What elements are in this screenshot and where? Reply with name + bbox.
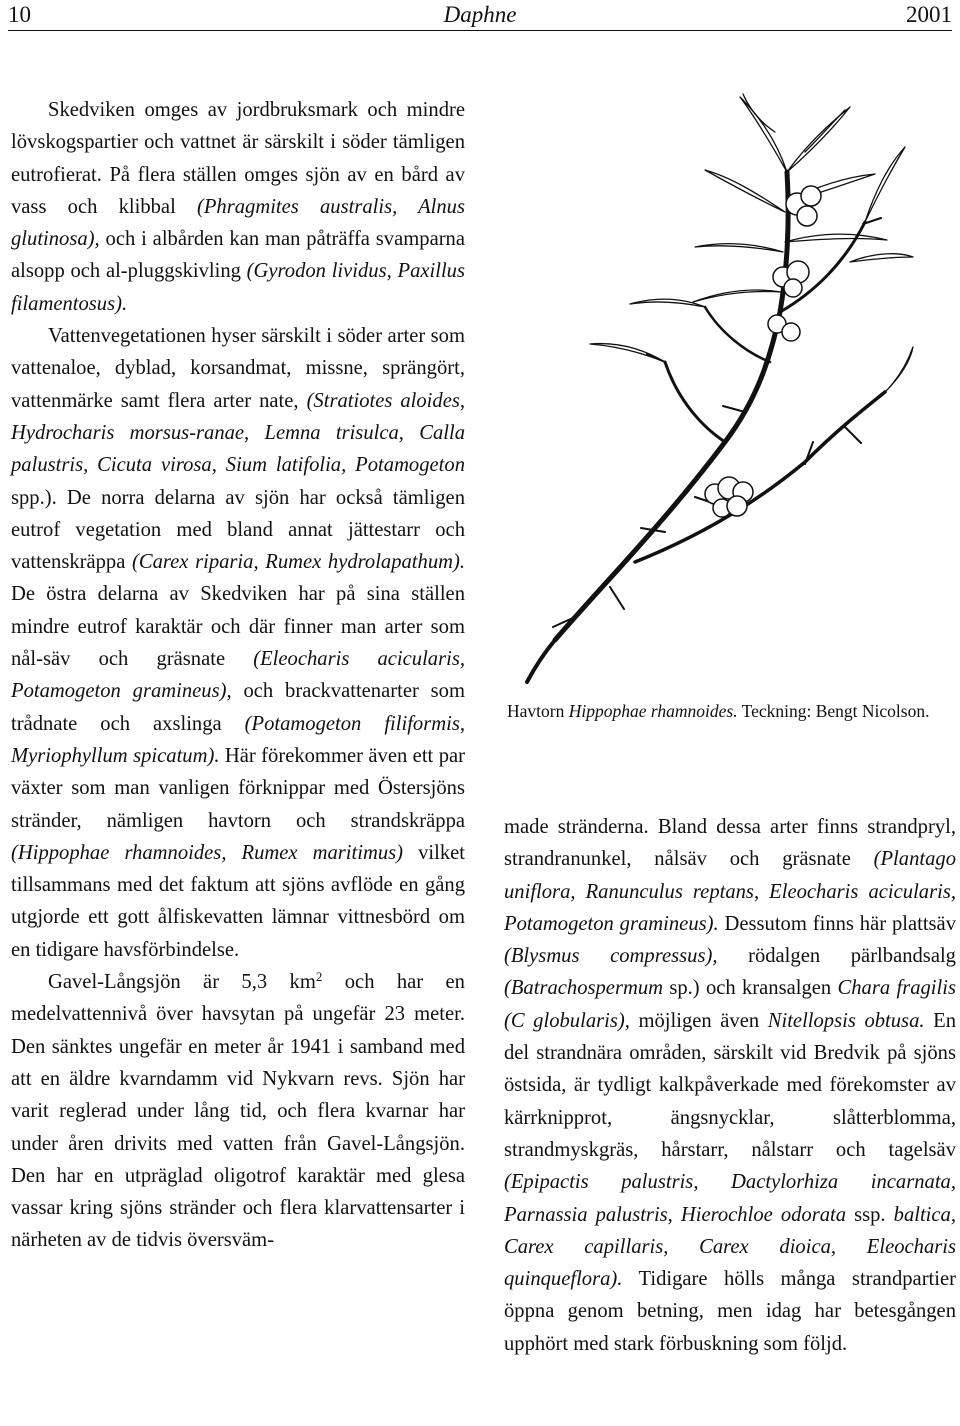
italic-text: (Epipactis palustris, Dactylorhiza incarnata, Parnassia palustris, Hierochloe odorata	[504, 1171, 956, 1226]
text-run: Dessutom finns här plattsäv	[718, 912, 956, 935]
paragraph-skedviken	[11, 94, 465, 320]
italic-text: (Hippophae rhamnoides, Rumex maritimus)	[11, 841, 404, 864]
italic-text: Hippophae rhamnoides.	[568, 701, 738, 721]
text-run: Gavel-Långsjön är 5,3 km	[48, 971, 316, 994]
havtorn-illustration	[515, 92, 915, 690]
text-run: Havtorn	[507, 701, 569, 721]
text-run: sp.) och kransalgen	[663, 977, 838, 1000]
italic-text: baltica, Carex capillaris, Carex dioica, Eleocharis quinqueflora).	[504, 1203, 956, 1291]
italic-text: (Eleocharis acicularis, Potamogeton gramineus),	[11, 648, 465, 703]
text-run: och har en medelvattennivå över havsytan på ungefär 23 meter. Den sänktes ungefär en meter år 1941 i samband med att en äldre kvarndamm vid Nykvarn revs. Sjön har varit reglerad under lång tid, och flera kvarnar har under åren drivits med vatten från Gavel-Långsjön. Den har en utpräglad oligotrof karaktär med glesa vassar kring sjöns stränder och flera klarvattensarter i närheten av de tidvis översväm-	[11, 971, 465, 1252]
text-run: Vattenvegetationen hyser särskilt i söder arter som vattenaloe, dyblad, korsandmat, missne, sprängört, vattenmärke samt flera arter nate,	[11, 325, 465, 412]
italic-text: (Blysmus compressus),	[504, 945, 718, 968]
italic-text: (Gyrodon lividus, Paxillus filamentosus).	[11, 260, 465, 315]
text-run: Teckning: Bengt Nicolson.	[737, 701, 930, 721]
text-run: Tidigare hölls många strandpartier öppna genom betning, men idag har betesgången upphört med stark förbuskning som följd.	[504, 1268, 956, 1355]
italic-text: (Phragmites australis, Alnus glutinosa),	[11, 195, 465, 251]
text-run: Här förekommer även ett par växter som man vanligen förknippar med Östersjöns stränder, nämligen havtorn och strandskräppa	[11, 744, 465, 832]
text-run: De östra delarna av Skedviken har på sina ställen mindre eutrof karaktär och där finner man arter som nål-säv och gräsnate	[11, 583, 465, 671]
text-run: spp.). De norra delarna av sjön har också tämligen eutrof vegetation med bland annat jättestarr och vattenskräppa	[11, 486, 465, 574]
text-run: och brackvattenarter som trådnate och axslinga	[11, 680, 466, 735]
figure-caption	[507, 698, 956, 724]
italic-text: (Batrachospermum	[504, 977, 664, 1000]
paragraph-gavel-langsjon	[11, 966, 465, 1257]
superscript: 2	[315, 969, 323, 985]
text-run: Skedviken omges av jordbruksmark och mindre lövskogspartier och vattnet är särskilt i söder tämligen eutrofierat. På flera ställen omges sjön av en bård av vass och klibbal	[11, 99, 465, 218]
italic-text: (Plantago uniflora, Ranunculus reptans, Eleocharis acicularis, Potamogeton gramineus).	[504, 848, 956, 935]
paragraph-strander	[504, 811, 956, 1360]
text-run: och i albården kan man påträffa svamparna alsopp och al-pluggskivling	[11, 228, 465, 283]
text-run: vilket tillsammans med det faktum att sjöns avflöde en gång utgjorde ett gott ålfiskevatten lämnar vittnesbörd om en tidigare havsförbindelse.	[11, 841, 465, 961]
page-header	[8, 0, 952, 31]
right-column	[504, 811, 956, 1360]
text-run: rödalgen pärlbandsalg	[717, 945, 956, 968]
text-run: made stränderna. Bland dessa arter finns strandpryl, strandranunkel, nålsäv och gräsnate	[504, 816, 956, 871]
year: 2001	[906, 2, 952, 27]
italic-text: Chara fragilis (C globularis),	[504, 977, 956, 1032]
italic-text: (Potamogeton filiformis, Myriophyllum spicatum).	[11, 712, 465, 767]
italic-text: (Stratiotes aloides, Hydrocharis morsus-ranae, Lemna trisulca, Calla palustris, Cicuta virosa, Sium latifolia, Potamogeton	[11, 389, 466, 477]
left-column	[11, 94, 465, 1257]
paragraph-vattenvegetation	[11, 320, 465, 966]
italic-text: Nitellopsis obtusa.	[767, 1009, 925, 1032]
text-run: ssp.	[846, 1203, 894, 1226]
text-run: En del strandnära områden, särskilt vid Bredvik på sjöns östsida, är tydligt kalkpåverkade med förekomster av kärrknipprot, ängsnycklar, slåtterblomma, strandmyskgräs, hårstarr, nålstarr och tagelsäv	[504, 1009, 956, 1161]
page-number: 10	[8, 2, 31, 27]
italic-text: (Carex riparia, Rumex hydrolapathum).	[132, 551, 465, 574]
text-run: möjligen även	[629, 1009, 768, 1032]
journal-title: Daphne	[443, 2, 517, 27]
